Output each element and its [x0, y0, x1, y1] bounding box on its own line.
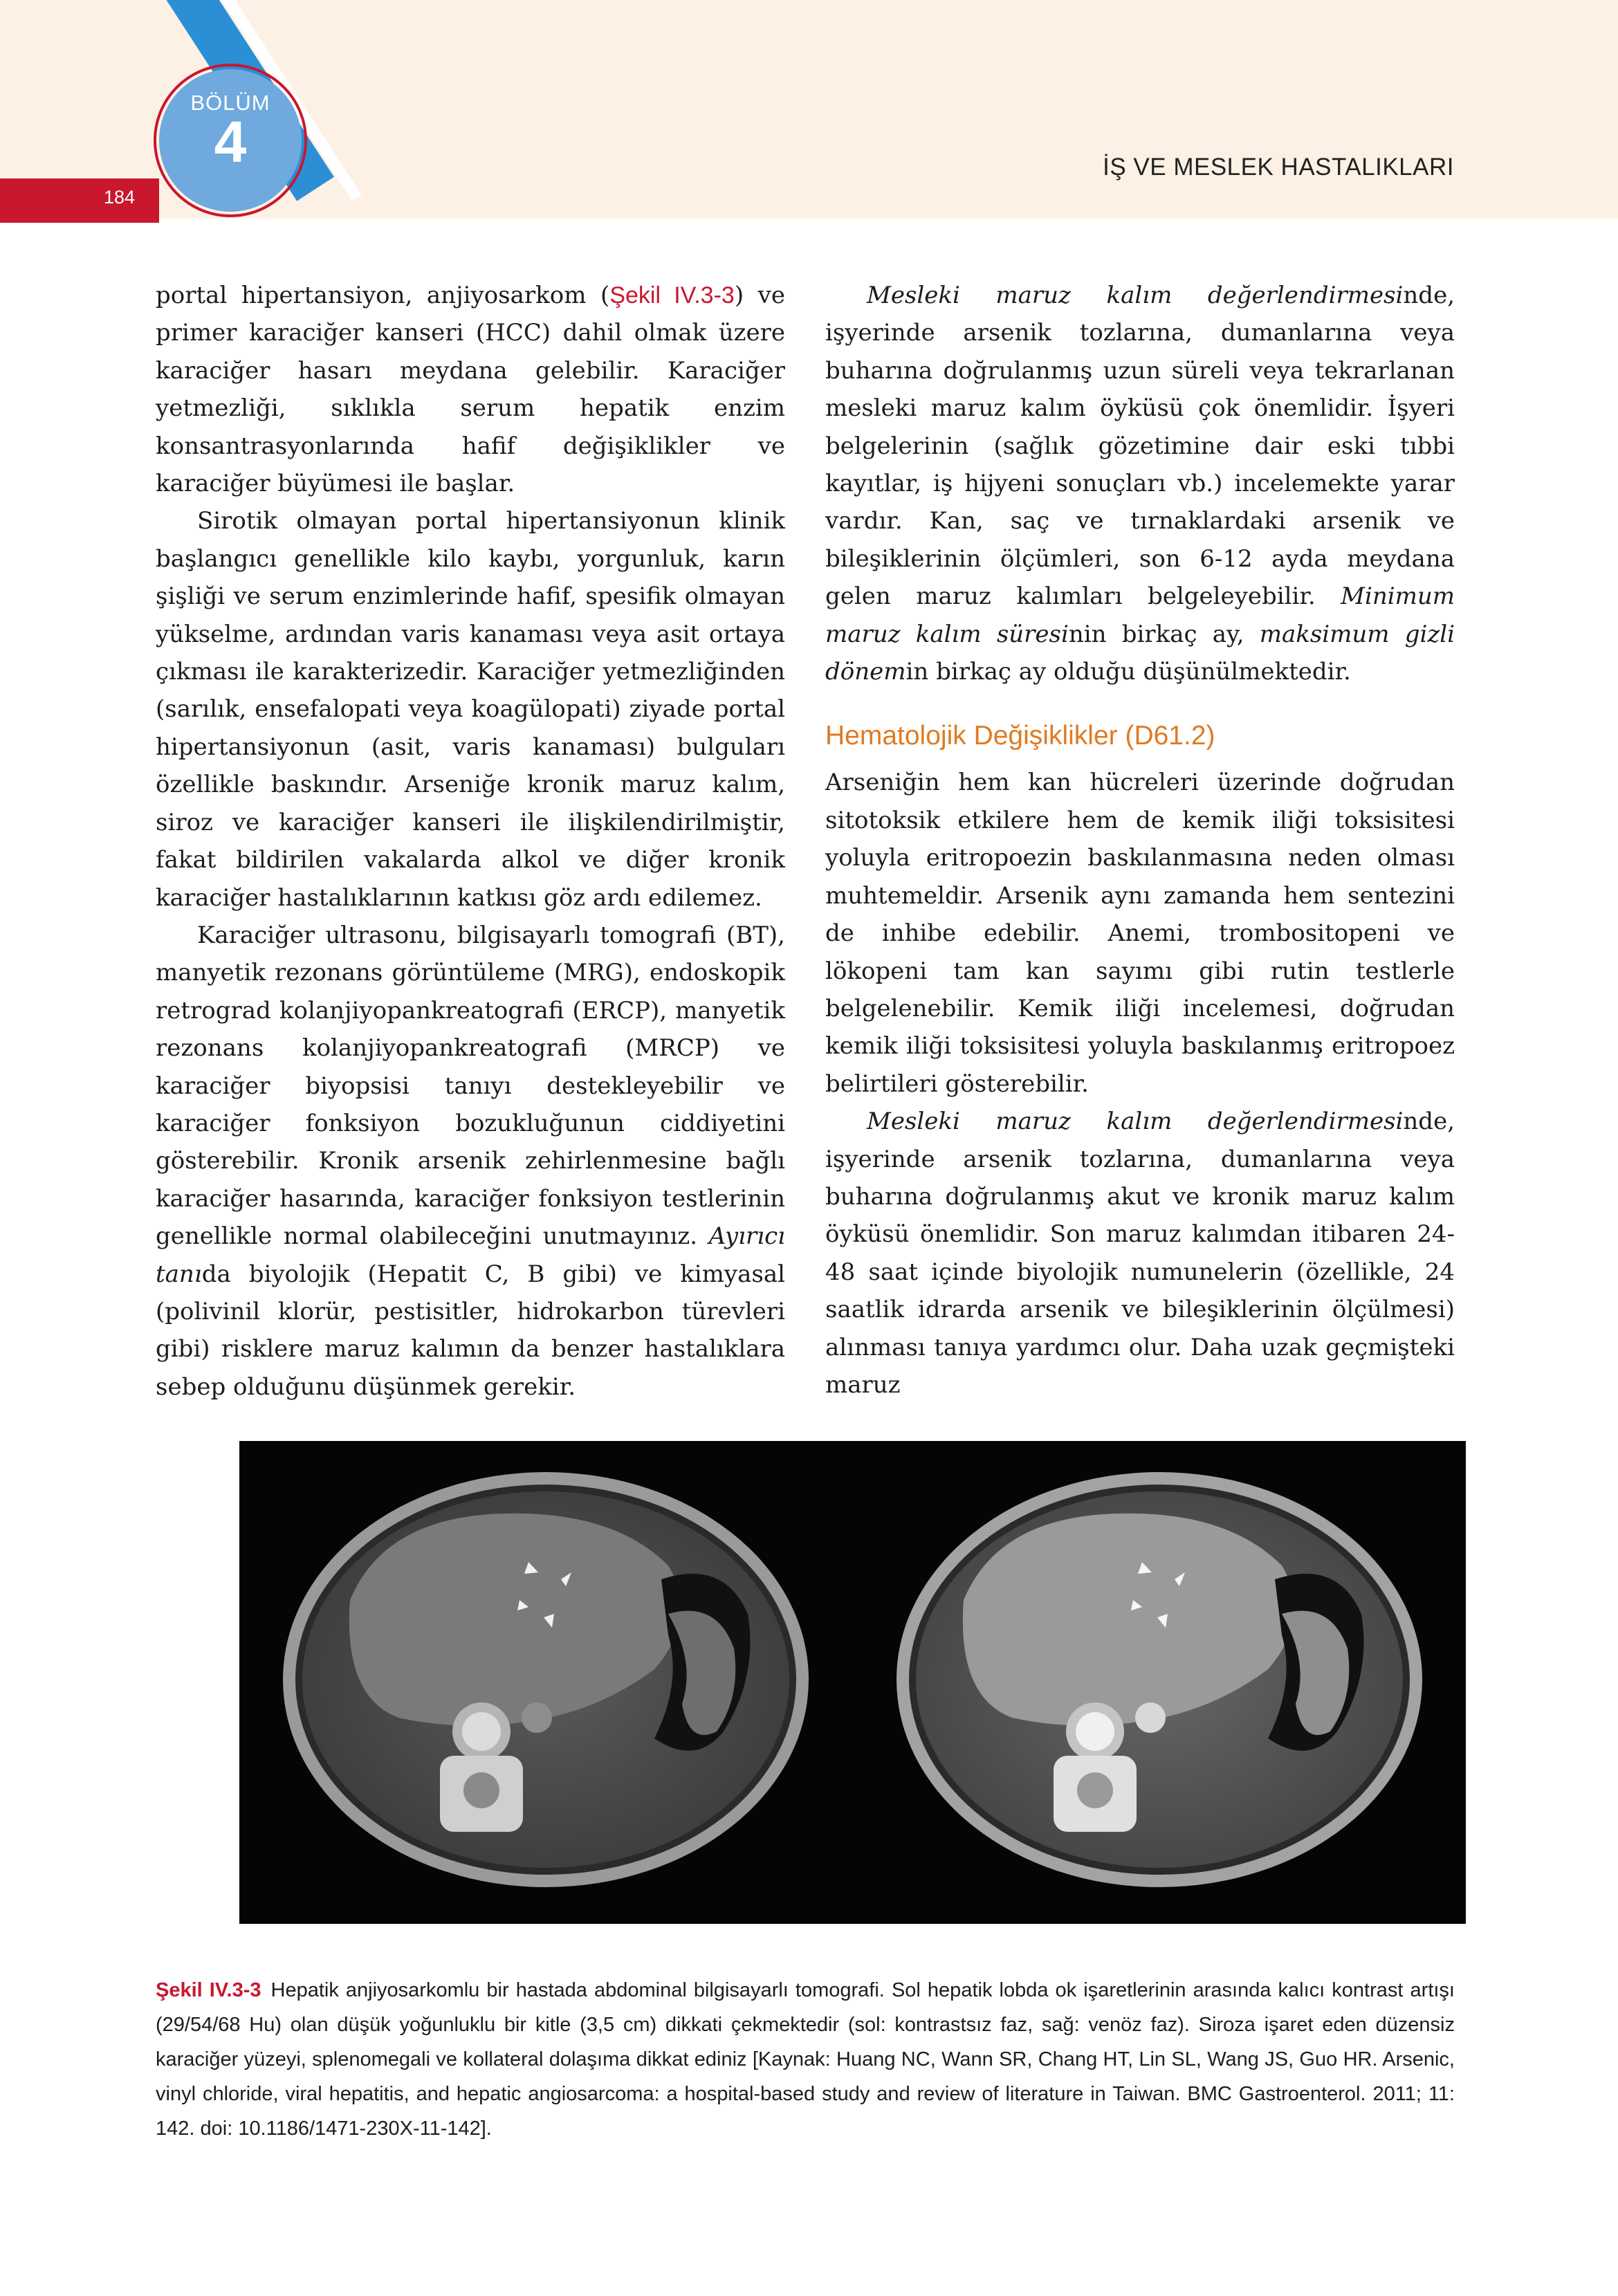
paragraph: Sirotik olmayan portal hipertansiyonun klinik başlangıcı genellikle kilo kaybı, yorgunluk, karın şişliği ve serum enzimlerinde hafif, spesifik olmayan yükselme, ardından varis kanaması veya asit ortaya çıkması ile karakterizedir. Karaciğer yetmezliğinden (sarılık, ensefalopati veya koagülopati) ziyade portal hipertansiyonun (asit, varis kanaması) bulguları özellikle baskındır. Arseniğe kronik maruz kalım, siroz ve karaciğer kanseri ile ilişkilendirilmiştir, fakat bildirilen vakalarda alkol ve diğer kronik karaciğer hastalıklarının katkısı göz ardı edilemez. — [156, 507, 785, 912]
paragraph — [156, 917, 785, 1406]
figure-caption — [156, 1973, 1455, 2146]
text-run: nin birkaç ay, — [1068, 620, 1260, 648]
caption-text: Hepatik anjiyosarkomlu bir hastada abdominal bilgisayarlı tomografi. Sol hepatik lobda ok işaretlerinin arasında kalıcı kontrast artışı (29/54/68 Hu) olan düşük yoğunluklu bir kitle (3,5 cm) dikkati çekmektedir (sol: kontrastsız faz, sağ: venöz faz). Siroza işaret eden düzensiz karaciğer yüzeyi, splenomegali ve kollateral dolaşıma dikkat ediniz [Kaynak: Huang NC, Wann SR, Chang HT, Lin SL, Wang JS, Guo HR. Arsenic, vinyl chloride, viral hepatitis, and hepatic angiosarcoma: a hospital-based study and review of literature in Taiwan. BMC Gastroenterol. 2011; 11: 142. doi: 10.1186/1471-230X-11-142]. — [156, 1979, 1455, 2140]
italic-term: Mesleki maruz kalım değerlendirmesi — [867, 282, 1404, 309]
italic-term: Ayırıcı tanı — [156, 1222, 785, 1288]
text-run: portal hipertansiyon, anjiyosarkom ( — [156, 282, 610, 309]
text-run: nde, işyerinde arsenik tozlarına, dumanlarına veya buharına doğrulanmış akut ve kronik maruz kalım öyküsü önemlidir. Son maruz kalımdan itibaren 24-48 saat içinde biyolojik numunelerin (özellikle, 24 saatlik idrarda arsenik ve bileşiklerinin ölçülmesi) alınması tanıya yardımcı olur. Daha uzak geçmişteki maruz — [825, 1108, 1455, 1399]
italic-term: Mesleki maruz kalım değerlendirmesi — [867, 1108, 1404, 1136]
chapter-number: 4 — [214, 109, 247, 174]
ct-figure — [239, 1441, 1466, 1924]
caption-label: Şekil IV.3-3 — [156, 1979, 261, 2001]
paragraph — [825, 277, 1455, 690]
right-column — [825, 277, 1455, 1404]
figure-reference-link[interactable]: Şekil IV.3-3 — [609, 282, 735, 309]
text-run: Karaciğer ultrasonu, bilgisayarlı tomografi (BT), manyetik rezonans görüntüleme (MRG), endoskopik retrograd kolanjiyopankreatografi (ERCP), manyetik rezonans kolanjiyopankreatografi (MRCP) ve karaciğer biyopsisi tanıyı destekleyebilir ve karaciğer fonksiyon bozukluğunun ciddiyetini gösterebilir. Kronik arsenik zehirlenmesine bağlı karaciğer hasarında, karaciğer fonksiyon testlerinin genellikle normal olabileceğini unutmayınız. — [156, 921, 785, 1251]
text-run: da biyolojik (Hepatit C, B gibi) ve kimyasal (polivinil klorür, pestisitler, hidrokarbon türevleri gibi) risklere maruz kalımın da benzer hastalıklara sebep olduğunu düşünmek gerekir. — [156, 1260, 785, 1401]
page-number-tab — [0, 178, 159, 223]
paragraph — [156, 277, 785, 502]
text-run: nde, işyerinde arsenik tozlarına, dumanlarına veya buharına doğrulanmış uzun süreli veya tekrarlanan mesleki maruz kalım öyküsü çok önemlidir. İşyeri belgelerinin (sağlık gözetimine dair eski tıbbi kayıtlar, iş hijyeni sonuçları vb.) incelemekte yarar vardır. Kan, saç ve tırnaklardaki arsenik ve bileşiklerinin ölçümleri, son 6-12 ayda meydana gelen maruz kalımları belgeleyebilir. — [825, 282, 1455, 611]
italic-term: maksimum gizli dönem — [825, 620, 1455, 686]
text-run: in birkaç ay olduğu düşünülmektedir. — [905, 658, 1351, 686]
ct-scan-venous-image — [853, 1441, 1466, 1924]
left-column — [156, 277, 785, 1406]
chapter-label: BÖLÜM — [190, 91, 270, 115]
page-number: 184 — [104, 187, 136, 208]
ct-scan-noncontrast-image — [239, 1441, 852, 1924]
paragraph — [825, 1103, 1455, 1404]
text-run: ) ve primer karaciğer kanseri (HCC) dahil olmak üzere karaciğer hasarı meydana gelebilir. Karaciğer yetmezliği, sıklıkla serum hepatik enzim konsantrasyonlarında hafif değişiklikler ve karaciğer büyümesi ile başlar. — [156, 282, 786, 498]
running-head: İŞ VE MESLEK HASTALIKLARI — [1103, 154, 1454, 181]
paragraph: Arseniğin hem kan hücreleri üzerinde doğrudan sitotoksik etkilere hem de kemik iliği toksisitesi yoluyla eritropoezin baskılanmasına neden olması muhtemeldir. Arsenik aynı zamanda hem sentezini de inhibe edebilir. Anemi, trombositopeni ve lökopeni tam kan sayımı gibi rutin testlerle belgelenebilir. Kemik iliği incelemesi, doğrudan kemik iliği toksisitesi yoluyla baskılanmış eritropoez belirtileri gösterebilir. — [825, 769, 1455, 1098]
section-heading: Hematolojik Değişiklikler (D61.2) — [825, 721, 1215, 751]
italic-term: Minimum maruz kalım süresi — [825, 582, 1455, 648]
